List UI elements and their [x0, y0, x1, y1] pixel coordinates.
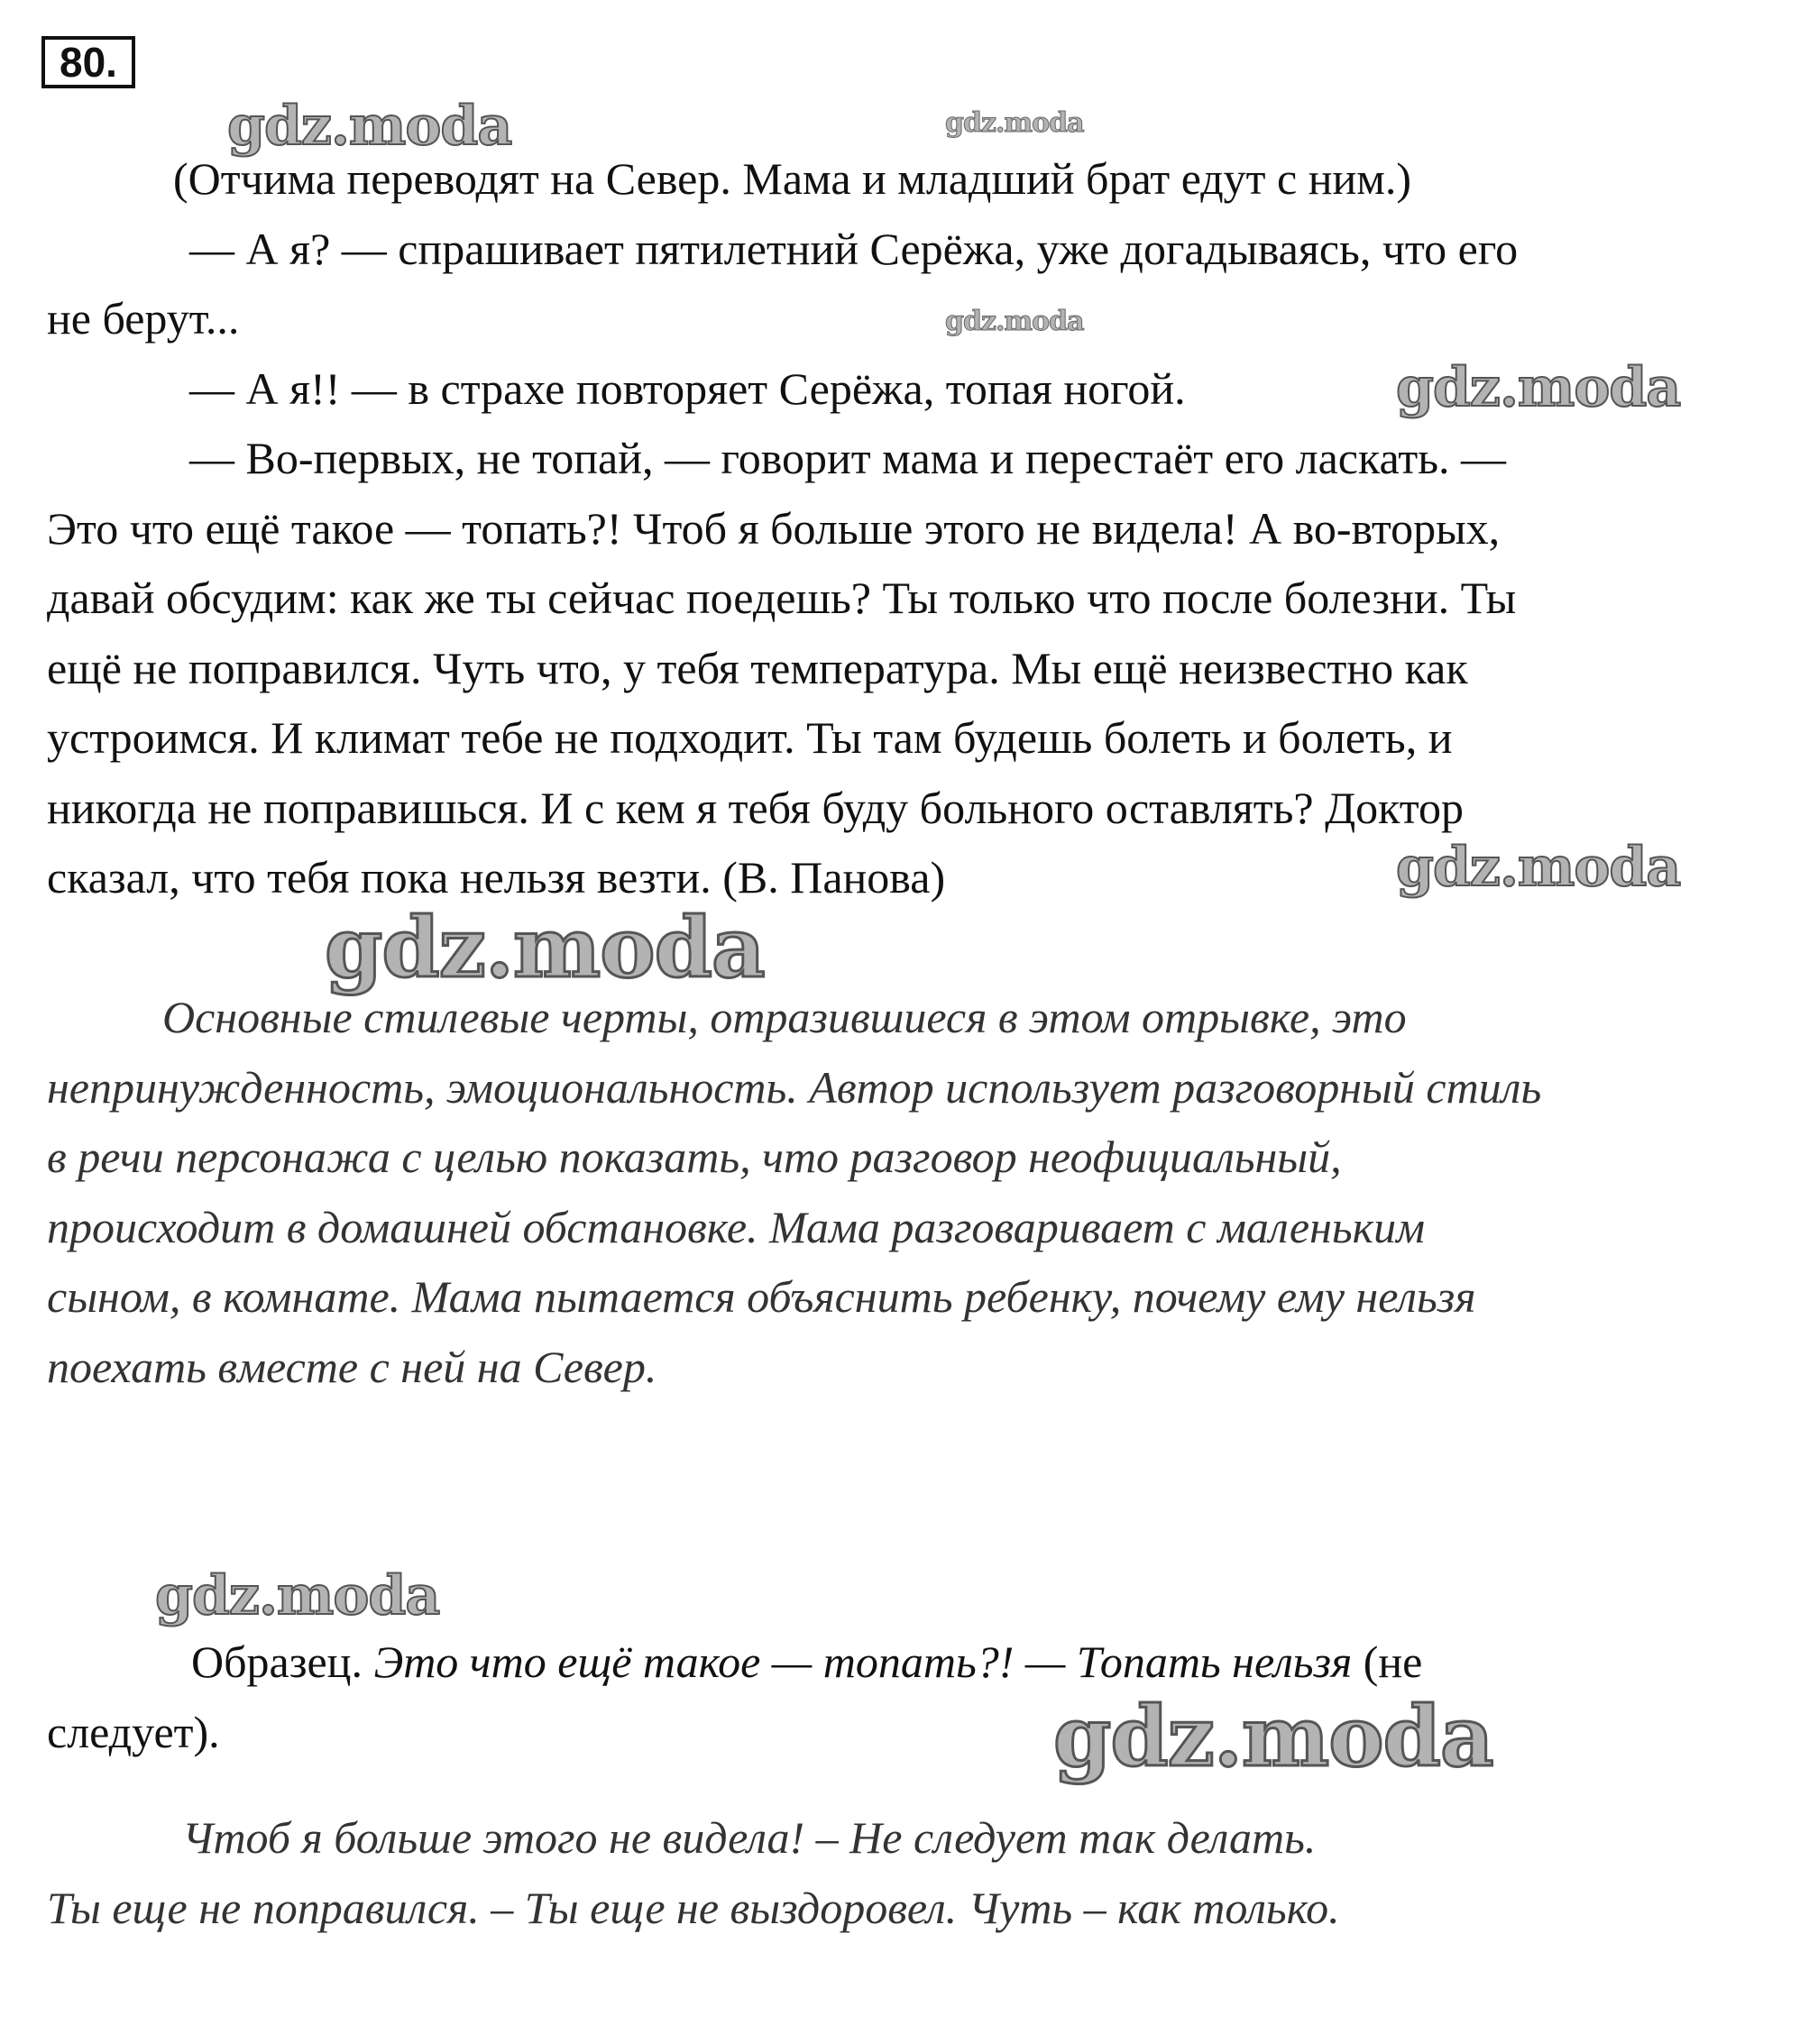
intro-line: (Отчима переводят на Север. Мама и младший брат едут с ним.): [173, 153, 1412, 204]
sample-line: [47, 1627, 1760, 1698]
answer-2-line: Ты еще не поправился. – Ты еще не выздоровел. Чуть – как только.: [47, 1882, 1340, 1933]
watermark-logo: gdz.moda: [1053, 1688, 1493, 1785]
watermark-logo: gdz.moda: [1396, 356, 1681, 419]
exercise-text: [47, 144, 1760, 913]
dialogue-line: — А я!! — в страхе повторяет Серёжа, топая ногой.: [189, 362, 1186, 414]
watermark-logo: gdz.moda: [227, 95, 512, 158]
dialogue-line: ещё не поправился. Чуть что, у тебя температура. Мы ещё неизвестно как: [47, 642, 1468, 693]
watermark-logo: gdz.moda: [325, 899, 765, 996]
watermark-logo: gdz.moda: [945, 107, 1084, 139]
dialogue-line: устроимся. И климат тебе не подходит. Ты там будешь болеть и болеть, и: [47, 712, 1453, 763]
answer-line: сыном, в комнате. Мама пытается объяснить ребенку, почему ему нельзя: [47, 1271, 1476, 1322]
watermark-logo: gdz.moda: [1396, 836, 1681, 899]
watermark-logo: gdz.moda: [945, 306, 1084, 337]
sample-line-2: следует).: [47, 1706, 220, 1757]
answer-line: происходит в домашней обстановке. Мама разговаривает с маленьким: [47, 1201, 1425, 1252]
dialogue-line: никогда не поправишься. И с кем я тебя буду больного оставлять? Доктор: [47, 782, 1464, 833]
answer-line: в речи персонажа с целью показать, что разговор неофициальный,: [47, 1132, 1342, 1182]
watermark-logo: gdz.moda: [155, 1564, 440, 1627]
sample-italic: Это что ещё такое — топать?! — Топать нельзя: [373, 1636, 1353, 1687]
answer-line: непринужденность, эмоциональность. Автор использует разговорный стиль: [47, 1061, 1542, 1113]
exercise-number: 80.: [41, 36, 135, 88]
answer-text: [47, 983, 1760, 1402]
sample-tail: (не: [1363, 1636, 1423, 1687]
dialogue-line: — А я? — спрашивает пятилетний Серёжа, уже догадываясь, что его: [189, 223, 1519, 274]
answer-line: Основные стилевые черты, отразившиеся в этом отрывке, это: [162, 992, 1407, 1042]
sample-label: Образец.: [191, 1636, 363, 1687]
answer-2-line: Чтоб я больше этого не видела! – Не следует так делать.: [182, 1812, 1317, 1863]
dialogue-line: Это что ещё такое — топать?! Чтоб я больше этого не видела! А во-вторых,: [47, 502, 1501, 554]
dialogue-line: — Во-первых, не топай, — говорит мама и перестаёт его ласкать. —: [189, 433, 1507, 483]
dialogue-line: не берут...: [47, 293, 240, 344]
dialogue-line: давай обсудим: как же ты сейчас поедешь? Ты только что после болезни. Ты: [47, 573, 1517, 623]
sample-text: [47, 1627, 1760, 1767]
answer-line: поехать вместе с ней на Север.: [47, 1341, 657, 1392]
dialogue-line: сказал, что тебя пока нельзя везти. (В. Панова): [47, 852, 946, 903]
answer-2-text: [47, 1803, 1760, 1943]
